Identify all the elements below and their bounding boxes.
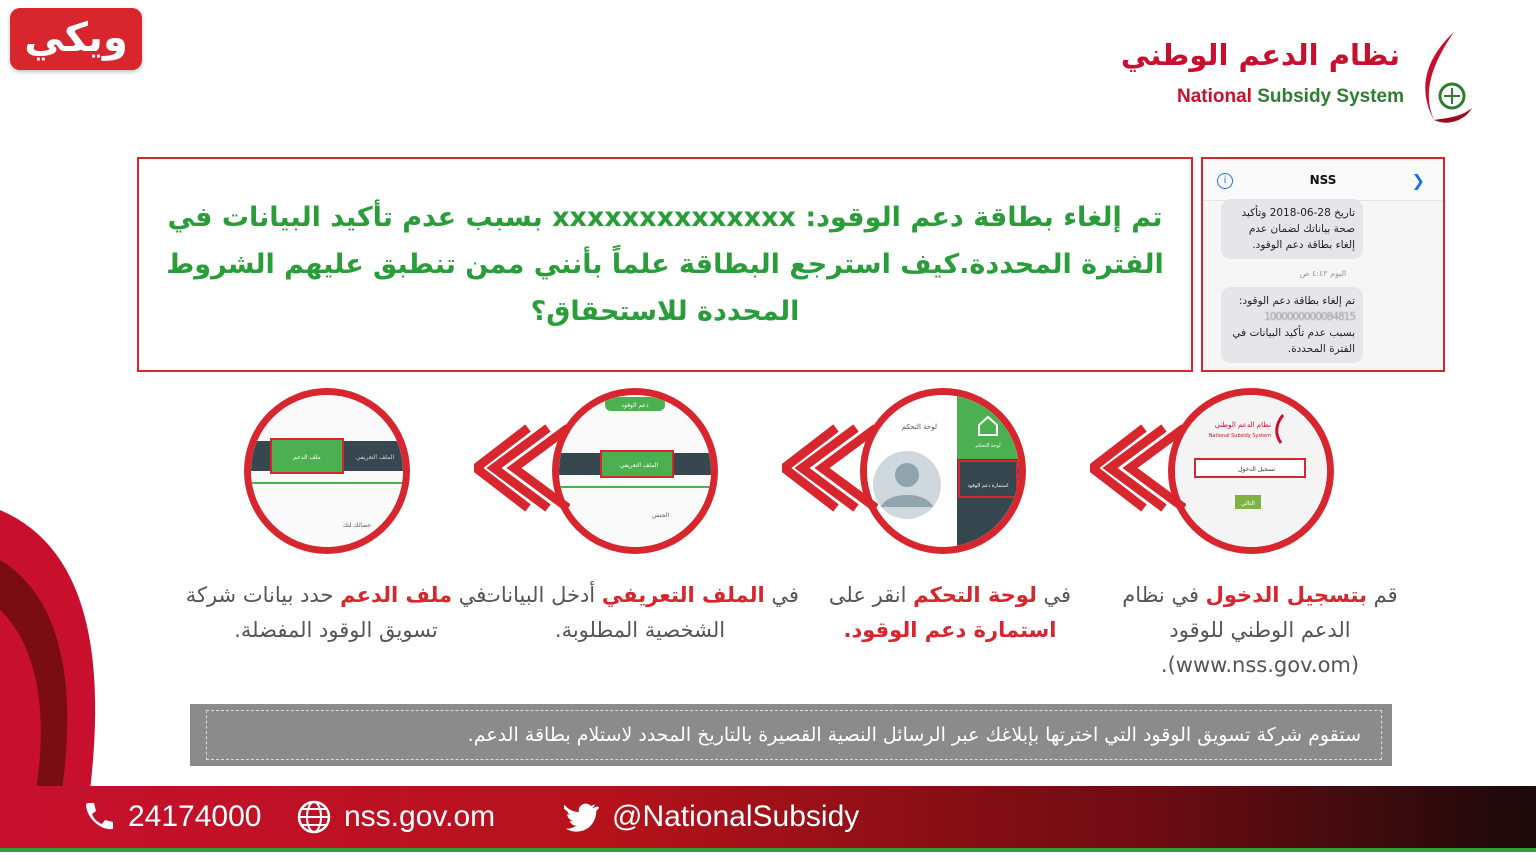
step-2-mini-title: لوحة التحكم	[901, 423, 937, 431]
step-1-mini-field: تسجيل الدخول	[1238, 466, 1275, 473]
sms-bubble-2-line1: تم إلغاء بطاقة دعم الوقود:	[1238, 295, 1355, 307]
sms-masked-number: 1000000000084815	[1264, 311, 1355, 323]
step-4-mini-tab2: الملف التعريفي	[355, 454, 395, 461]
nss-english-part1: National	[1176, 86, 1252, 107]
step-3-screen	[559, 395, 711, 547]
twitter-handle: @NationalSubsidy	[612, 800, 860, 833]
step-3-mini-field: الجنس	[652, 512, 669, 519]
step-1-screen	[1175, 395, 1327, 547]
step-4-mini-tab1: ملف الدعم	[293, 454, 321, 461]
nss-logo	[1120, 30, 1478, 130]
chevron-left-icon	[782, 422, 878, 514]
step-3-pre: في	[764, 583, 799, 607]
info-icon: i	[1217, 173, 1233, 189]
step-2-highlight-2: استمارة دعم الوقود.	[843, 618, 1057, 642]
step-3-mini-title: دعم الوقود	[621, 402, 649, 409]
step-1-mid: في نظام الدعم الوطني للوقود (www.nss.gov.om).	[1122, 583, 1360, 677]
sms-bubble-2-line2: بسبب عدم تأكيد البيانات في الفترة المحددة.	[1232, 327, 1355, 355]
nss-arabic-name: نظام الدعم الوطني	[1120, 38, 1400, 72]
chevron-left-icon	[1090, 422, 1186, 514]
sms-header	[1203, 159, 1443, 201]
step-4-pre: في	[452, 583, 487, 607]
chevron-left-icon	[474, 422, 570, 514]
step-2-text	[790, 578, 1110, 648]
step-2-pre: في	[1036, 583, 1072, 607]
phone-number: 24174000	[128, 800, 262, 833]
website-url: nss.gov.om	[344, 800, 496, 833]
nss-english-part2: Subsidy System	[1257, 86, 1404, 107]
step-1-text	[1100, 578, 1420, 683]
nss-emblem-icon	[1414, 30, 1478, 126]
footer-green-line	[0, 848, 1536, 852]
step-4-mini-field: خصائك لنك	[342, 522, 371, 529]
sms-bubble-2	[1221, 287, 1363, 363]
step-3-mid: أدخل البيانات الشخصية المطلوبة.	[481, 583, 726, 642]
step-2-image	[860, 388, 1026, 554]
step-1-highlight: بتسجيل الدخول	[1205, 583, 1367, 607]
step-2-mini-item2: استمارة دعم الوقود	[967, 483, 1009, 489]
step-4-highlight: ملف الدعم	[340, 583, 453, 607]
step-4-mid: حدد بيانات شركة تسويق الوقود المفضلة.	[185, 583, 438, 642]
step-2-highlight-1: لوحة التحكم	[913, 583, 1037, 607]
step-2-screen	[867, 395, 1019, 547]
sms-time: اليوم ٤:٤٣ ص	[1299, 269, 1347, 278]
sms-bubble-1: تاريخ 28-06-2018 وتأكيد صحة بياناتك لضمان عدم إلغاء بطاقة دعم الوقود.	[1221, 199, 1363, 259]
nss-english-name	[1177, 86, 1404, 108]
globe-icon	[296, 799, 332, 835]
step-3-highlight: الملف التعريفي	[601, 583, 765, 607]
footer-phone	[80, 786, 261, 848]
step-3-text	[480, 578, 800, 648]
step-1-mini-title: نظام الدعم الوطني	[1214, 421, 1271, 429]
phone-icon	[80, 799, 116, 835]
sms-sender: NSS	[1309, 173, 1337, 187]
question-box	[137, 157, 1193, 372]
step-2-mid: انقر على	[828, 583, 914, 607]
step-3-mini-tab: الملف التعريفي	[619, 462, 659, 469]
question-text: تم إلغاء بطاقة دعم الوقود: xxxxxxxxxxxxxx بسبب عدم تأكيد البيانات في الفترة المحددة.كيف استرجع البطاقة علماً بأنني ممن تنطبق عليهم الشروط المحددة للاستحقاق؟	[166, 202, 1164, 327]
step-3-image	[552, 388, 718, 554]
step-4-text	[176, 578, 496, 648]
step-1-image	[1168, 388, 1334, 554]
footer-website	[296, 786, 495, 848]
step-1-pre: قم	[1367, 583, 1398, 607]
step-2-mini-item1: لوحة التحكم	[975, 443, 1001, 449]
wiki-logo: ويكي	[10, 8, 142, 70]
footer-twitter	[564, 786, 859, 848]
sms-screenshot	[1201, 157, 1445, 372]
step-1-mini-sub: National Subsidy System	[1208, 433, 1271, 439]
step-4-image	[244, 388, 410, 554]
back-chevron-icon: ❯	[1411, 171, 1425, 190]
step-4-screen	[251, 395, 403, 547]
twitter-icon	[564, 799, 600, 835]
note-bar	[190, 704, 1392, 766]
footer	[0, 786, 1536, 848]
note-frame	[206, 710, 1382, 760]
decorative-swoosh	[0, 500, 140, 800]
step-1-mini-button: التالي	[1241, 500, 1255, 507]
note-text: ستقوم شركة تسويق الوقود التي اخترتها بإبلاغك عبر الرسائل النصية القصيرة بالتاريخ المحدد لاستلام بطاقة الدعم.	[467, 724, 1361, 746]
